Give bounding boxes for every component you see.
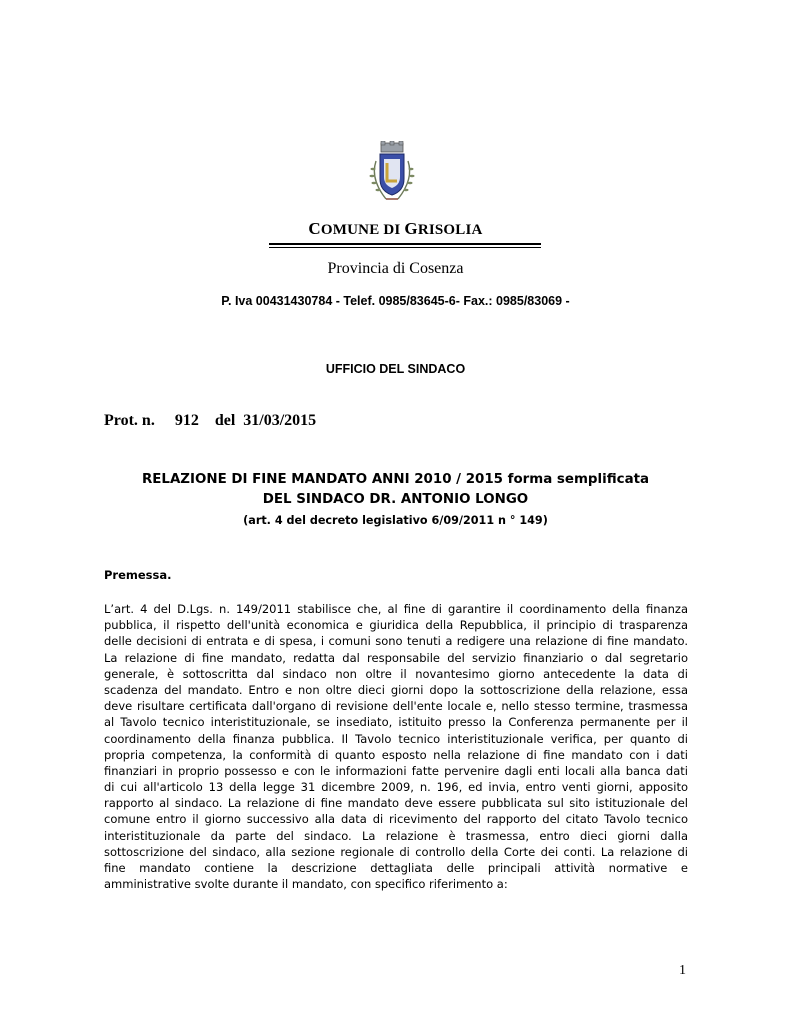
title-divider-thin [269,247,541,248]
report-legal-reference: (art. 4 del decreto legislativo 6/09/2011 n ° 149) [243,514,548,527]
paragraph-line: generale, è sottoscritta dal sindaco non oltre il novantesimo giorno antecedente la data di [104,666,688,681]
paragraph-line: amministrative svolte durante il mandato, con specifico riferimento a: [104,877,508,892]
premessa-paragraph [104,601,688,892]
paragraph-line: di cui all'articolo 13 della legge 31 dicembre 2009, n. 196, ed invia, entro venti giorni, apposito [104,780,688,795]
title-divider-thick [269,243,541,245]
report-subtitle: DEL SINDACO DR. ANTONIO LONGO [262,492,529,507]
paragraph-line: La relazione di fine mandato, redatta dal responsabile del servizio finanziario o dal segretario [104,650,688,665]
paragraph-line: delle decisioni di entrata e di spesa, i comuni sono tenuti a redigere una relazione di fine mandato. [104,634,688,649]
protocol-number: Prot. n. 912 del 31/03/2015 [104,412,317,429]
municipality-title: COMUNE DI GRISOLIA [308,219,483,238]
paragraph-line: coordinamento della finanza pubblica. Il Tavolo tecnico interistituzionale verifica, per quanto di [104,731,688,746]
paragraph-line: finanziari in proprio possesso e con le informazioni fatte pervenire dagli enti locali alla banca dati [104,763,688,778]
paragraph-line: fine mandato contiene la descrizione dettagliata delle principali attività normative e [104,861,688,875]
paragraph-line: sottoscrizione del sindaco, alla sezione regionale di controllo della Corte dei conti. La relazione di [104,844,688,859]
paragraph-line: scadenza del mandato. Entro e non oltre dieci giorni dopo la sottoscrizione della relazione, essa [104,682,688,697]
report-title: RELAZIONE DI FINE MANDATO ANNI 2010 / 2015 forma semplificata [141,472,650,487]
page-number: 1 [679,963,686,978]
paragraph-line: deve risultare certificata dall'organo di revisione dell'ente locale e, nello stesso termine, trasmessa [104,699,688,714]
contact-details: P. Iva 00431430784 - Telef. 0985/83645-6- Fax.: 0985/83069 - [221,294,570,308]
section-heading-premessa: Premessa. [104,568,172,582]
paragraph-line: al Tavolo tecnico interistituzionale, se insediato, istituito presso la Conferenza permanente per il [104,715,688,730]
paragraph-line: pubblica, il rispetto dell'unità economica e giuridica della Repubblica, il principio di trasparenza [104,618,688,633]
coat-of-arms-icon [362,141,422,207]
paragraph-line: L’art. 4 del D.Lgs. n. 149/2011 stabilisce che, al fine di garantire il coordinamento della finanza [104,602,688,616]
province-name: Provincia di Cosenza [327,260,464,277]
paragraph-line: comune entro il giorno successivo alla data di ricevimento del rapporto del citato Tavolo tecnico [104,812,688,827]
paragraph-line: interistituzionale da parte del sindaco. La relazione è trasmessa, entro dieci giorni dalla [104,828,688,843]
office-name: UFFICIO DEL SINDACO [325,362,466,376]
paragraph-line: rapporto al sindaco. La relazione di fine mandato deve essere pubblicata sul sito istituzionale del [104,796,688,811]
paragraph-line: propria competenza, la conformità di quanto esposto nella relazione di fine mandato con i dati [104,747,688,762]
